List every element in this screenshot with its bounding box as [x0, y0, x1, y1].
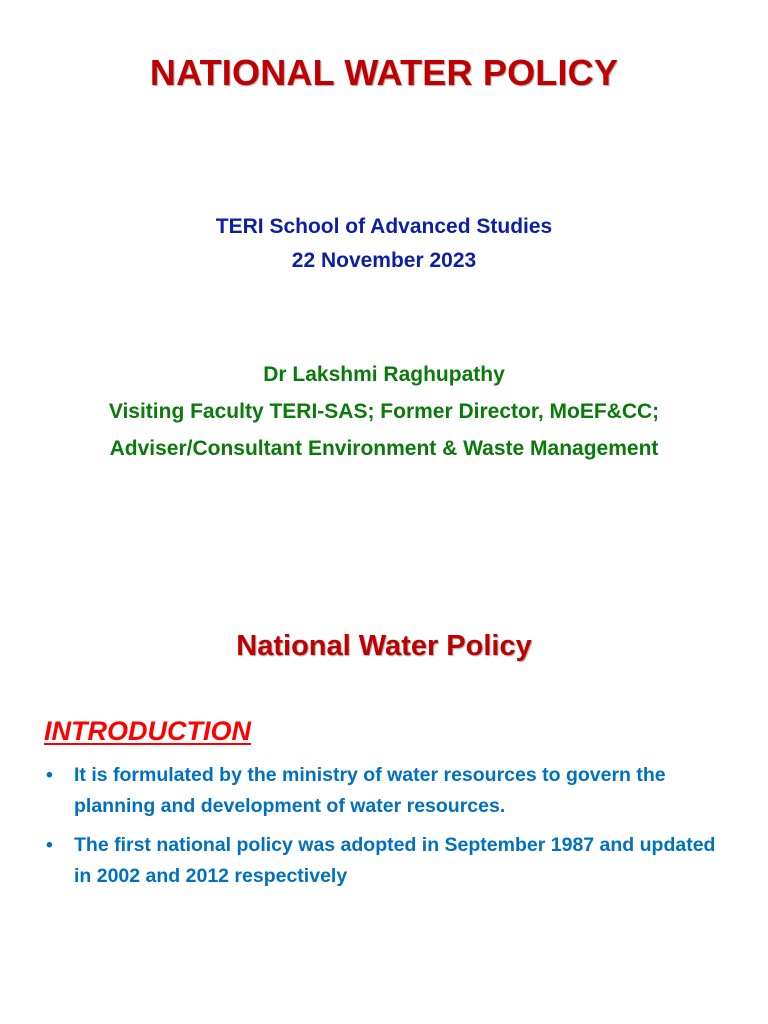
bullet-text: It is formulated by the ministry of water resources to govern the planning and development of water resources.	[74, 764, 666, 817]
section-heading: INTRODUCTION	[44, 716, 251, 746]
list-item	[44, 830, 734, 892]
slide-title: National Water Policy	[236, 630, 532, 662]
content-slide	[0, 560, 768, 1024]
institution-name: TERI School of Advanced Studies	[215, 215, 553, 238]
bullet-icon: •	[46, 764, 53, 786]
bullet-text: The first national policy was adopted in September 1987 and updated in 2002 and 2012 respectively	[74, 834, 716, 887]
bullet-list	[44, 760, 734, 900]
slide-title: NATIONAL WATER POLICY	[149, 52, 619, 93]
list-item	[44, 760, 734, 822]
author-affiliation: Visiting Faculty TERI-SAS; Former Director, MoEF&CC;	[108, 400, 660, 423]
presentation-date: 22 November 2023	[291, 249, 477, 272]
author-role: Adviser/Consultant Environment & Waste Management	[109, 437, 659, 460]
author-name: Dr Lakshmi Raghupathy	[263, 363, 505, 386]
author-block	[0, 356, 768, 467]
institution-block	[0, 210, 768, 278]
bullet-icon: •	[46, 834, 53, 856]
